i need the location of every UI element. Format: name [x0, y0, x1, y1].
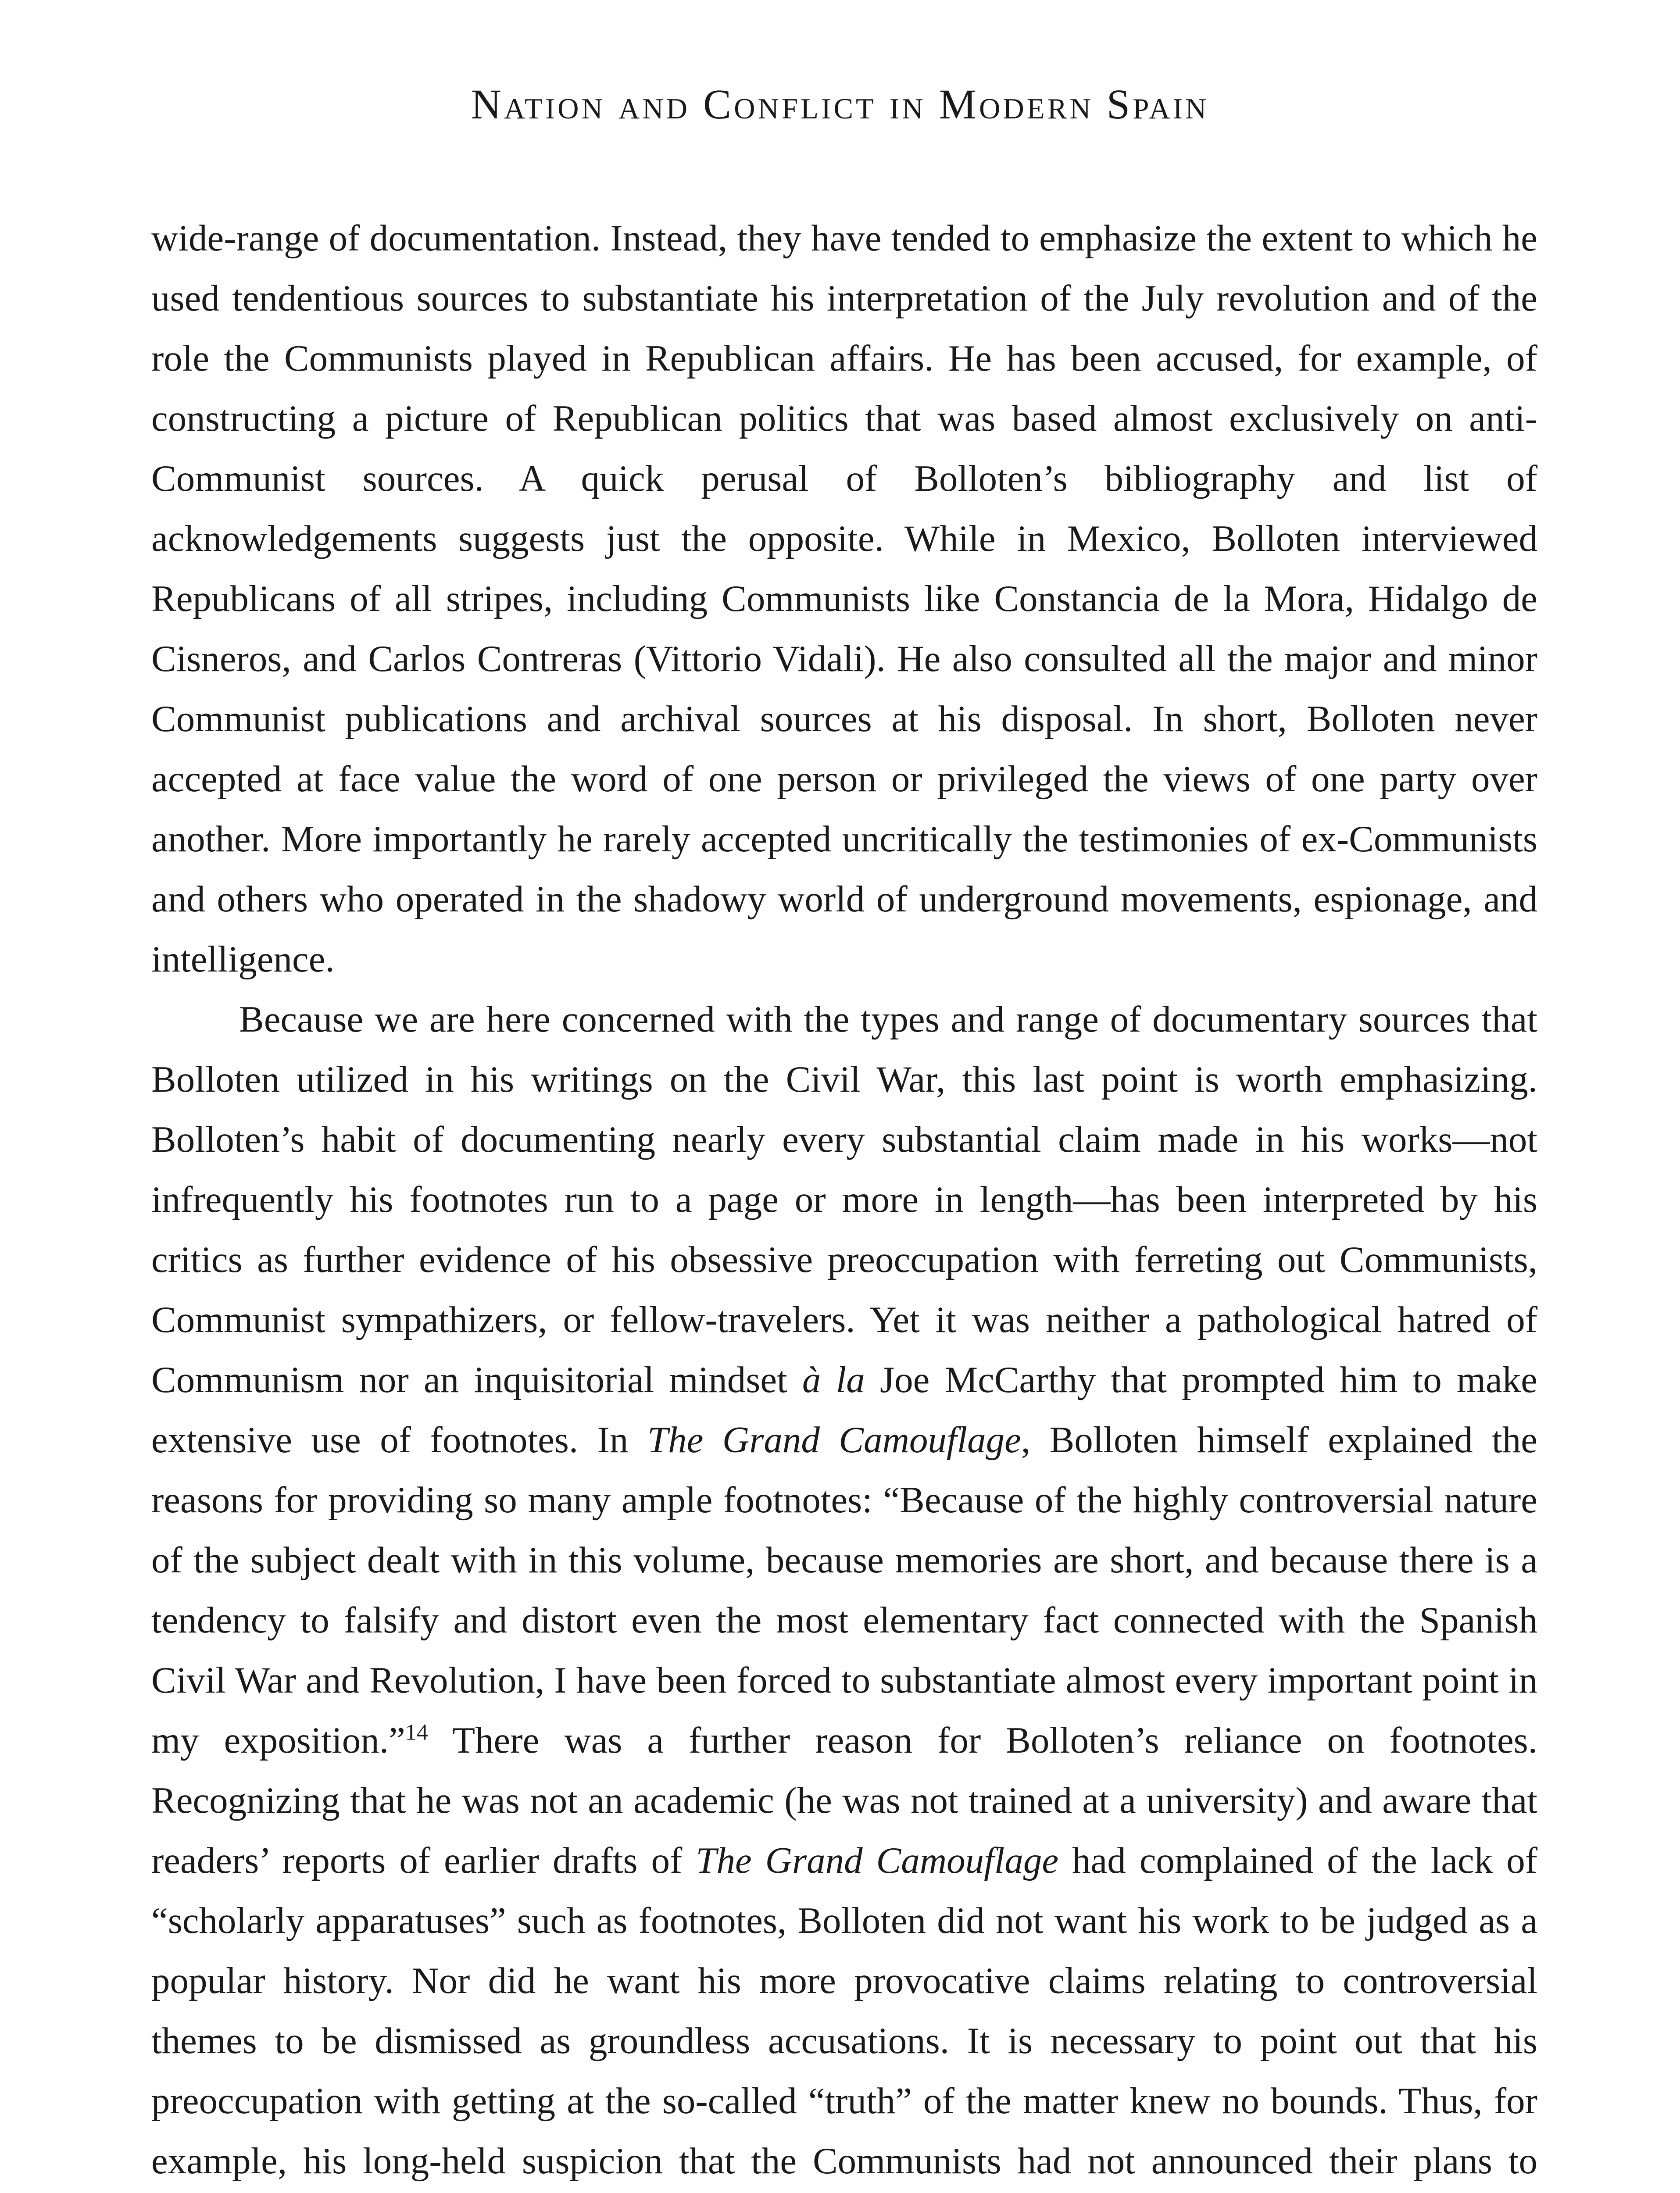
italic-a-la: à la: [802, 1359, 865, 1400]
paragraph-2-text-1: Because we are here concerned with the types and range of documentary sources that Bolloten utilized in his writings on the Civil War, this last point is worth emphasizing. Bolloten’s habit of documenting nearly every substantial claim made in his works—not infrequently his footnotes run to a page or more in length—has been interpreted by his critics as further evidence of his obsessive preoccupation with ferreting out Communists, Communist sympathizers, or fellow-travelers. Yet it was neither a pathological hatred of Communism nor an inquisitorial mindset: [151, 999, 1537, 1400]
paragraph-2: [151, 989, 1537, 2193]
paragraph-2-text-5: had complained of the lack of “scholarly apparatuses” such as footnotes, Bolloten did not want his work to be judged as a popular history. Nor did he want his more provocative claims relating to controversial themes to be dismissed as groundless accusations. It is necessary to point out that his preoccupation with getting at the so-called “truth” of the matter knew no bounds. Thus, for example, his long-held suspicion that the Communists had not announced their plans to: [151, 1840, 1538, 2182]
paragraph-2-text-3: , Bolloten himself explained the reasons for providing so many ample footnotes: “Because of the highly controversial nature of the subject dealt with in this volume, because memories are short, and because there is a tendency to falsify and distort even the most elementary fact connected with the Spanish Civil War and Revolution, I have been forced to substantiate almost every important point in my exposition.”: [151, 1419, 1538, 1761]
paragraph-2-text-2: Joe McCarthy that prompted him to make extensive use of footnotes. In: [151, 1359, 1537, 1461]
running-head: Nation and Conflict in Modern Spain: [471, 81, 1209, 128]
paragraph-1-text: wide-range of documentation. Instead, they have tended to emphasize the extent to which he used tendentious sources to substantiate his interpretation of the July revolution and of the role the Communists played in Republican affairs. He has been accused, for example, of constructing a picture of Republican politics that was based almost exclusively on anti-Communist sources. A quick perusal of Bolloten’s bibliography and list of acknowledgements suggests just the opposite. While in Mexico, Bolloten interviewed Republicans of all stripes, including Communists like Constancia de la Mora, Hidalgo de Cisneros, and Carlos Contreras (Vittorio Vidali). He also consulted all the major and minor Communist publications and archival sources at his disposal. In short, Bolloten never accepted at face value the word of one person or privileged the views of one party over another. More importantly he rarely accepted uncritically the testimonies of ex-Communists and others who operated in the shadowy world of underground movements, espionage, and intelligence.: [151, 218, 1537, 980]
book-title-grand-camouflage: The Grand Camouflage: [647, 1419, 1021, 1461]
book-title-grand-camouflage-2: The Grand Camouflage: [696, 1840, 1059, 1881]
body-text: [151, 208, 1537, 2193]
paragraph-1: [151, 208, 1537, 989]
paragraph-2-text-4: There was a further reason for Bolloten’s reliance on footnotes. Recognizing that he was not an academic (he was not trained at a university) and aware that readers’ reports of earlier drafts of: [151, 1720, 1537, 1881]
footnote-ref-14: 14: [405, 1720, 428, 1745]
